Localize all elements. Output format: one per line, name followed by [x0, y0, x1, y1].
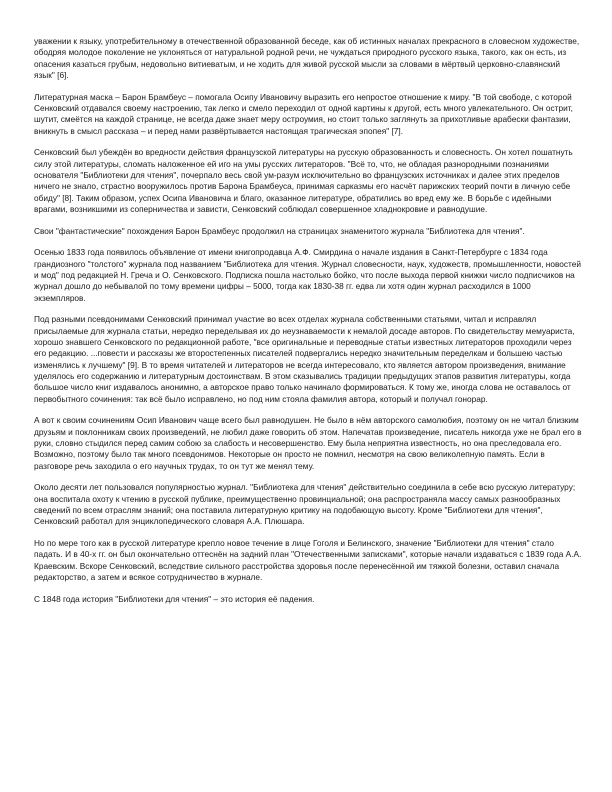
paragraph-3: Сенковский был убеждён во вредности действия французской литературы на русскую образованность и словесность. Он хотел пошатнуть силу этой литературы, сломать наложенное ей иго на умы русских литераторов. "Всё то, что, не обладая разнородными познаниями основателя "Библиотеки для чтения", почерпало весь свой ум-разум исключительно во французских источниках и далее этих пределов ничего не знало, страстно вооружилось против Барона Брамбеуса, принимая сарказмы его насчёт парижских теорий почти в личную себе обиду" [8]. Таким образом, успех Осипа Ивановича и благо, оказанное литературе, обратились во вред ему же. В борьбе с идейными врагами, возникшими из соперничества и зависти, Сенковский соблюдал совершенное хладнокровие и равнодушие.	[34, 147, 573, 214]
paragraph-10: С 1848 года история "Библиотеки для чтения" – это история её падения.	[34, 593, 315, 604]
paragraph-5: Осенью 1833 года появилось объявление от имени книгопродавца А.Ф. Смирдина о начале издания в Санкт-Петербурге с 1834 года грандиозного "толстого" журнала под названием "Библиотека для чтения. Журнал словесности, наук, художеств, промышленности, новостей и мод" под редакцией Н. Греча и О. Сенковского. Подписка пошла настолько бойко, что после выхода первой книжки число подписчиков на журнал дошло до небывалой по тому времени цифры – 5000, тогда как 1830-38 гг. едва ли хотя один журнал расходился в 1000 экземпляров.	[34, 247, 581, 303]
paragraph-1: уважении к языку, употребительному в отечественной образованной беседе, как об истинных началах прекрасного в словесном художестве, ободряя молодое поколение не уклоняться от натуральной родной речи, не чуждаться природного русского языка, такого, как он есть, из опасения казаться грубым, недовольно витиеватым, и не ходить для живой русской мысли за словами в мёртвый церковно-славянский язык" [6].	[34, 36, 580, 80]
paragraph-6: Под разными псевдонимами Сенковский принимал участие во всех отделах журнала собственными статьями, читал и исправлял присылаемые для журнала статьи, нередко переделывая их до неузнаваемости к немалой досаде авторов. По свидетельству мемуариста, хорошо знавшего Сенковского по редакционной работе, "все оригинальные и переводные статьи известных литераторов проходили через его редакцию. ...повести и рассказы же второстепенных писателей подвергались нередко значительным переделкам и большею частью изменялись к лучшему" [9]. В то время читателей и литераторов не всегда интересовало, кто является автором произведения, внимание уделялось его содержанию и литературным достоинствам. В этом сказывались традиции предыдущих этапов развития литературы, когда большое число книг издавалось анонимно, а авторское право только начинало формироваться. К тому же, иногда слова не оставалось от первобытного сочинения: так всё было исправлено, но под ним стояла фамилия автора, который и получал гонорар.	[34, 314, 575, 404]
paragraph-4: Свои "фантастические" похождения Барон Брамбеус продолжил на страницах знаменитого журнала "Библиотека для чтения".	[34, 225, 525, 236]
paragraph-9: Но по мере того как в русской литературе крепло новое течение в лице Гоголя и Белинского, значение "Библиотеки для чтения" стало падать. И в 40-х гг. он был окончательно оттеснён на задний план "Отечественными записками", которые начали издаваться с 1839 года А.А. Краевским. Вскоре Сенковский, вследствие сильного расстройства здоровья после перенесённой им тяжкой болезни, оставил сначала редакторство, а затем и всякое сотрудничество в журнале.	[34, 537, 582, 582]
paragraph-2: Литературная маска – Барон Брамбеус – помогала Осипу Ивановичу выразить его непростое отношение к миру. "В той свободе, с которой Сенковский отдавался своему настроению, так легко и смело переходил от одной картины к другой, есть много увлекательного. Он острит, шутит, смеётся на каждой странице, не всегда даже знает меру остроумия, но стоит только заглянуть за прихотливые арабески фантазии, вникнуть в смысл рассказа – и перед нами развёртывается настоящая трагическая эпопея" [7].	[34, 91, 573, 136]
paragraph-8: Около десяти лет пользовался популярностью журнал. "Библиотека для чтения" действительно соединила в себе всю русскую литературу; она воспитала охоту к чтению в русской публике, преимущественно провинциальной; она распространяла массу самых разнообразных сведений по всем отраслям знаний; она поставила литературную критику на подобающую высоту. Кроме "Библиотеки для чтения", Сенковский работал для энциклопедического словаря А.А. Плюшара.	[34, 482, 576, 527]
document-page	[34, 36, 582, 615]
paragraph-7: А вот к своим сочинениям Осип Иванович чаще всего был равнодушен. Не было в нём авторского самолюбия, поэтому он не читал близким друзьям и поклонникам своих произведений, не любил даже говорить об этом. Напечатав произведение, писатель никогда уже не брал его в руки, словно стыдился перед самим собою за слабость и несовершенство. Ему была неприятна известность, но она преследовала его. Возможно, поэтому было так много псевдонимов. Некоторые он просто не помнил, несмотря на свою великолепную память. Если в разговоре речь заходила о его научных трудах, то он тут же менял тему.	[34, 415, 582, 471]
